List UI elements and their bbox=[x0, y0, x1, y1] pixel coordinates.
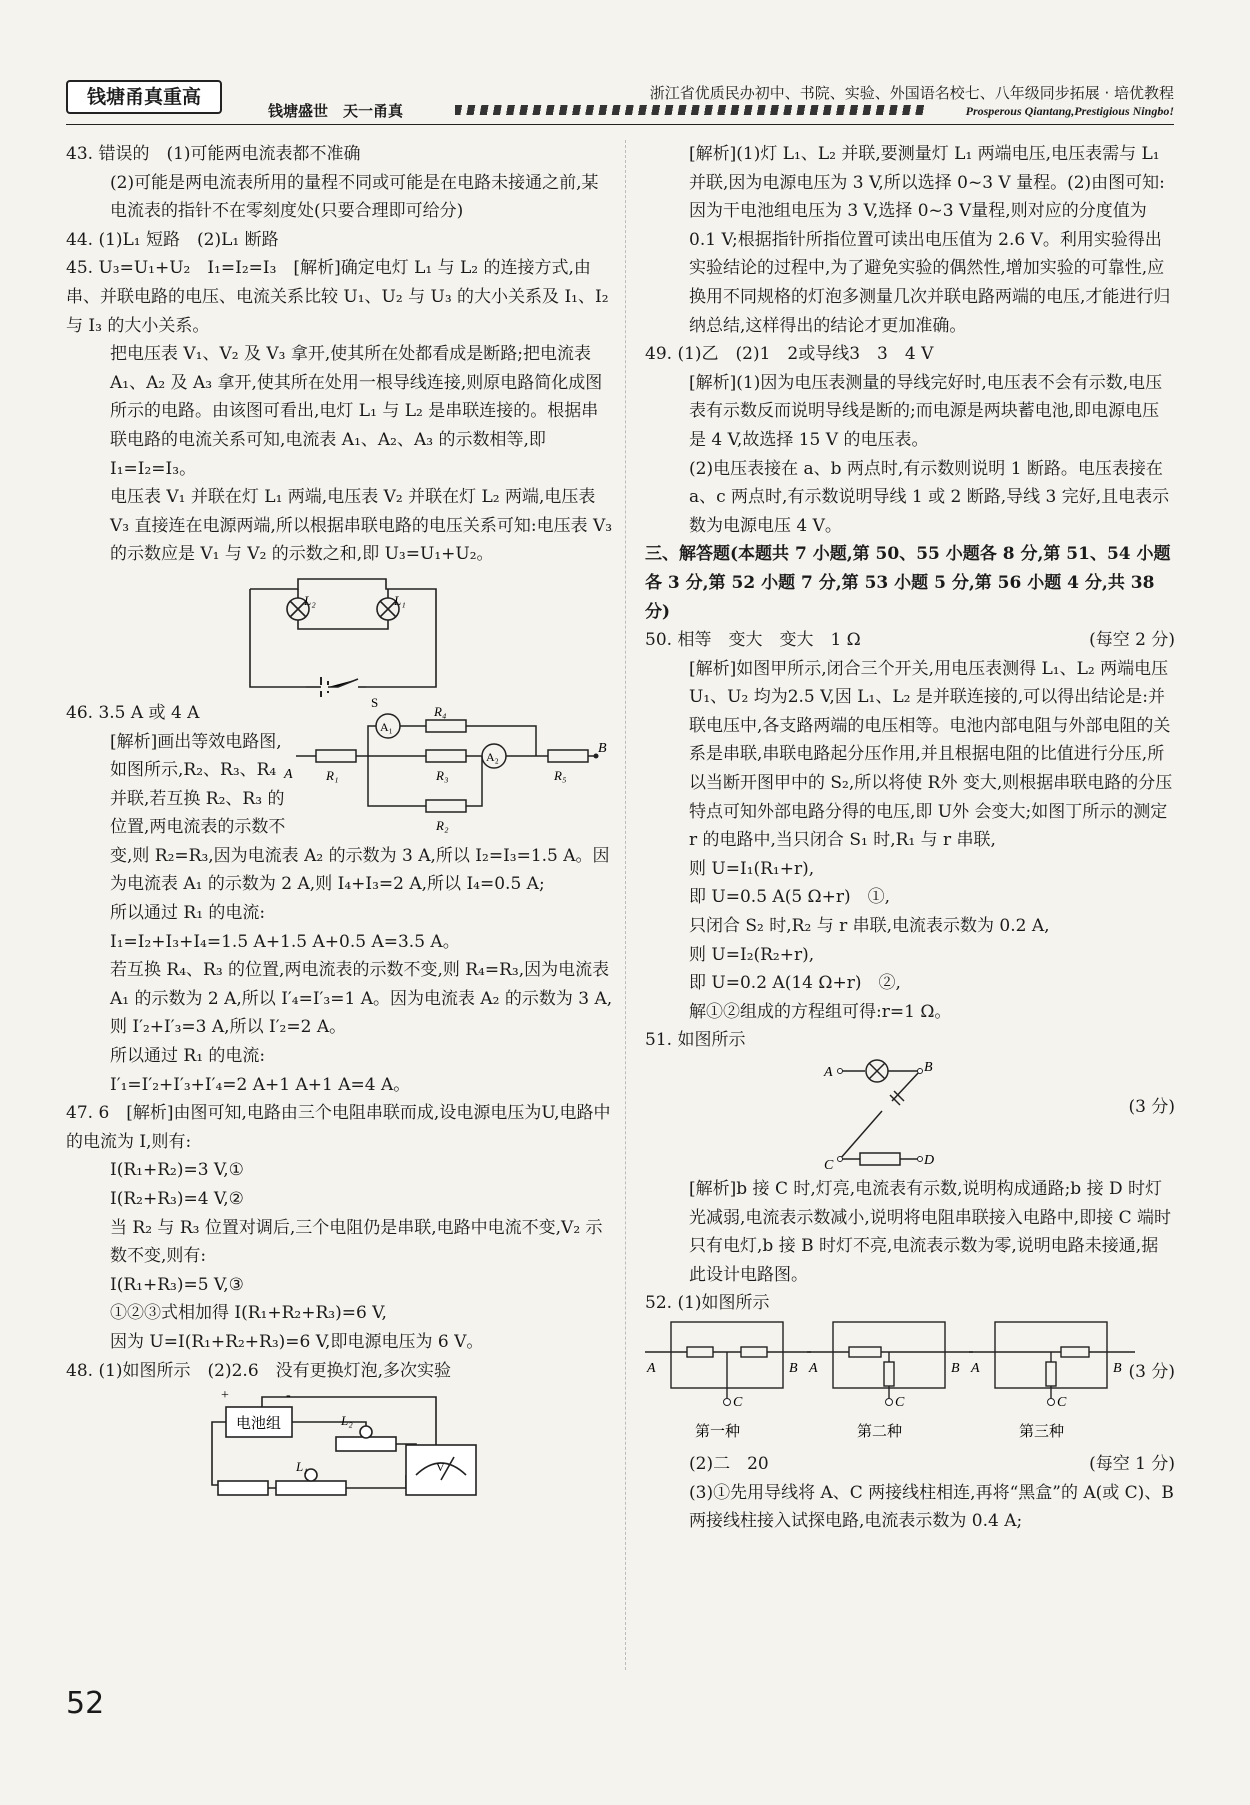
answer-47-result: 因为 U=I(R₁+R₂+R₃)=6 V,即电源电压为 6 V。 bbox=[110, 1331, 484, 1352]
answer-46-eq1: I₁=I₂+I₃+I₄=1.5 A+1.5 A+0.5 A=3.5 A。 bbox=[110, 931, 460, 952]
label-l1: L₁ bbox=[394, 592, 406, 608]
answer-50-result: 解①②组成的方程组可得:r=1 Ω。 bbox=[689, 1001, 952, 1022]
answer-45-conclusion: 电压表 V₁ 并联在灯 L₁ 两端,电压表 V₂ 并联在灯 L₂ 两端,电压表 V₃ 直接连在电源两端,所以根据串联电路的电压关系可知:电压表 V₃ 的示数应是 V₁ 与 V₂ 的示数之和,即 U₃=U₁+U₂。 bbox=[110, 487, 613, 565]
answer-46-eq2: I′₁=I′₂+I′₃+I′₄=2 A+1 A+1 A=4 A。 bbox=[110, 1074, 411, 1095]
battery-plus: + bbox=[221, 1388, 229, 1404]
answer-50-eq4: 即 U=0.2 A(14 Ω+r) ②, bbox=[689, 973, 901, 994]
box2-a: A bbox=[809, 1360, 818, 1376]
answer-44: 44. (1)L₁ 短路 (2)L₁ 断路 bbox=[66, 229, 279, 250]
answer-50-analysis: [解析]如图甲所示,闭合三个开关,用电压表测得 L₁、L₂ 两端电压 U₁、U₂ 均为2.5 V,因 L₁、L₂ 是并联连接的,可以得出结论是:并联电压中,各支路两端的电压相等。电池内部电阻与外部电阻的关系是串联,串联电路起分压作用,并且根据电阻的比值进行分压,所以当断开图甲中的 S₂,所以将使 R外 变大,则根据串联电路的分压特点可知外部电路分得的电压,即 U外 会变大;如图丁所示的测定 r 的电路中,当只闭合 S₁ 时,R₁ 与 r 串联, bbox=[689, 658, 1173, 851]
right-column bbox=[645, 140, 1175, 1536]
answer-50-eq2: 即 U=0.5 A(5 Ω+r) ①, bbox=[689, 887, 891, 908]
label-r3: R₃ bbox=[436, 767, 449, 783]
answer-47-sum: ①②③式相加得 I(R₁+R₂+R₃)=6 V, bbox=[110, 1303, 387, 1324]
column-divider bbox=[625, 140, 626, 1670]
answer-52-score2: (每空 1 分) bbox=[1089, 1453, 1175, 1474]
box2-b: B bbox=[951, 1360, 960, 1376]
answer-47: 47. 6 [解析]由图可知,电路由三个电阻串联而成,设电源电压为U,电路中的电流为 I,则有: bbox=[66, 1103, 611, 1152]
label-s: S bbox=[371, 694, 379, 710]
answer-51-figure-row bbox=[645, 1055, 1175, 1175]
answer-50: (每空 2 分) 50. 相等 变大 变大 1 Ω bbox=[645, 626, 1175, 655]
node-b: B bbox=[598, 740, 607, 756]
header-decor-bar bbox=[455, 105, 925, 115]
header-rule bbox=[66, 124, 1174, 125]
answer-50-eq1: 则 U=I₁(R₁+r), bbox=[689, 858, 815, 879]
box2-c: C bbox=[895, 1394, 905, 1410]
figure-46-equivalent-circuit bbox=[284, 703, 607, 836]
box3-b: B bbox=[1113, 1360, 1122, 1376]
label-l2: L₂ bbox=[304, 592, 316, 608]
page-number: 52 bbox=[66, 1686, 105, 1721]
label-r5: R₅ bbox=[554, 767, 567, 783]
caption-second: 第二种 bbox=[857, 1423, 903, 1440]
label-r4: R₄ bbox=[434, 703, 447, 719]
answer-46-analysis: [解析]画出等效电路图,如图所示,R₂、R₃、R₄ 并联,若互换 R₂、R₃ 的位置,两电流表的示数不变,则 R₂=R₃,因为电流表 A₂ 的示数为 3 A,所以 I₂=I₃=1.5 A。因为电流表 A₁ 的示数为 2 A,则 I₄+I₃=2 A,所以 I₄=0.5 A; bbox=[110, 731, 610, 895]
answer-49-analysis: [解析](1)因为电压表测量的导线完好时,电压表不会有示数,电压表有示数反而说明导线是断的;而电源是两块蓄电池,即电源电压是 4 V,故选择 15 V 的电压表。 bbox=[689, 372, 1163, 450]
bulb-l1-label: L₁ bbox=[296, 1459, 308, 1475]
answer-43-part2: (2)可能是两电流表所用的量程不同或可能是在电路未接通之前,某电流表的指针不在零刻度处(只要合理即可给分) bbox=[110, 172, 599, 222]
ammeter-a1: A₁ bbox=[380, 719, 393, 734]
node-a: A bbox=[284, 766, 293, 782]
answer-47-eq2: I(R₂+R₃)=4 V,② bbox=[110, 1189, 244, 1209]
caption-first: 第一种 bbox=[695, 1423, 741, 1440]
answer-51-analysis: [解析]b 接 C 时,灯亮,电流表有示数,说明构成通路;b 接 D 时灯光减弱,电流表示数减小,说明将电阻串联接入电路中,即接 C 端时只有电灯,b 接 B 时灯不亮,电流表示数为零,说明电路未接通,据此设计电路图。 bbox=[689, 1179, 1172, 1285]
terminal-a: A bbox=[824, 1065, 833, 1080]
answer-52: 52. (1)如图所示 bbox=[645, 1293, 770, 1314]
answer-52-part2: (每空 1 分) (2)二 20 bbox=[645, 1450, 1175, 1479]
left-column bbox=[66, 140, 614, 1515]
terminal-b: B bbox=[924, 1060, 933, 1075]
box1-b: B bbox=[789, 1360, 798, 1376]
terminal-c: C bbox=[824, 1158, 834, 1173]
answer-45: 45. U₃=U₁+U₂ I₁=I₂=I₃ [解析]确定电灯 L₁ 与 L₂ 的连接方式,由串、并联电路的电压、电流关系比较 U₁、U₂ 与 U₃ 的大小关系及 I₁、I₂ 与 I₃ 的大小关系。 bbox=[66, 258, 609, 336]
answer-49: 49. (1)乙 (2)1 2或导线3 3 4 V bbox=[645, 344, 934, 365]
answer-47-eq1: I(R₁+R₂)=3 V,① bbox=[110, 1160, 244, 1181]
answer-51: 51. 如图所示 bbox=[645, 1030, 746, 1051]
label-r2: R₂ bbox=[436, 817, 449, 833]
figure-48-physical-circuit bbox=[66, 1385, 614, 1515]
terminal-d: D bbox=[924, 1153, 935, 1168]
answer-50-s2: 只闭合 S₂ 时,R₂ 与 r 串联,电流表示数为 0.2 A, bbox=[689, 916, 1050, 937]
caption-third: 第三种 bbox=[1019, 1423, 1065, 1440]
bulb-l2-label: L₂ bbox=[341, 1413, 353, 1429]
battery-minus: - bbox=[286, 1388, 291, 1404]
box1-c: C bbox=[733, 1394, 743, 1410]
header-slogan: 钱塘盛世 天一甬真 bbox=[268, 102, 404, 120]
figure-51-circuit bbox=[820, 1055, 980, 1175]
battery-label: 电池组 bbox=[236, 1416, 282, 1433]
answer-52-figure-row bbox=[645, 1318, 1175, 1450]
header-subtitle: Prosperous Qiantang,Prestigious Ningbo! bbox=[965, 104, 1174, 118]
answer-47-swap: 当 R₂ 与 R₃ 位置对调后,三个电阻仍是串联,电路中电流不变,V₂ 示数不变,则有: bbox=[110, 1217, 603, 1267]
figure-45-series-circuit bbox=[66, 569, 614, 710]
answer-50-eq3: 则 U=I₂(R₂+r), bbox=[689, 944, 815, 965]
answer-43: 43. 错误的 (1)可能两电流表都不准确 bbox=[66, 144, 361, 164]
header-logo: 钱塘甬真重高 bbox=[66, 80, 222, 114]
answer-45-analysis: 把电压表 V₁、V₂ 及 V₃ 拿开,使其所在处都看成是断路;把电流表 A₁、A₂ 及 A₃ 拿开,使其所在处用一根导线连接,则原电路简化成图所示的电路。由该图可看出,电灯 L₁ 与 L₂ 是串联连接的。根据串联电路的电流关系可知,电流表 A₁、A₂、A₃ 的示数相等,即 I₁=I₂=I₃。 bbox=[110, 344, 603, 479]
voltmeter-label: V bbox=[436, 1460, 445, 1475]
figure-52-black-box bbox=[645, 1318, 1135, 1450]
header-title: 浙江省优质民办初中、书院、实验、外国语名校七、八年级同步拓展 · 培优教程 bbox=[649, 84, 1174, 102]
answer-48-analysis: [解析](1)灯 L₁、L₂ 并联,要测量灯 L₁ 两端电压,电压表需与 L₁ 并联,因为电源电压为 3 V,所以选择 0~3 V 量程。(2)由图可知:因为干电池组电压为 3 V,选择 0~3 V量程,则对应的分度值为 0.1 V;根据指针所指位置可读出电压值为 2.6 V。利用实验得出实验结论的过程中,为了避免实验的偶然性,增加实验的可靠性,应换用不同规格的灯泡多测量几次并联电路两端的电压,才能进行归纳总结,这样得出的结论才更加准确。 bbox=[689, 144, 1171, 336]
answer-46: 46. 3.5 A 或 4 A bbox=[66, 702, 200, 723]
answer-48: 48. (1)如图所示 (2)2.6 没有更换灯泡,多次实验 bbox=[66, 1360, 452, 1381]
answer-47-eq3: I(R₁+R₃)=5 V,③ bbox=[110, 1274, 244, 1295]
answer-51-score: (3 分) bbox=[1128, 1097, 1175, 1117]
box3-a: A bbox=[971, 1360, 980, 1376]
label-r1: R₁ bbox=[326, 767, 339, 783]
answer-49-analysis2: (2)电压表接在 a、b 两点时,有示数则说明 1 断路。电压表接在 a、c 两点时,有示数说明导线 1 或 2 断路,导线 3 完好,且电表示数为电源电压 4 V。 bbox=[689, 458, 1170, 536]
answer-46-swap: 若互换 R₄、R₃ 的位置,两电流表的示数不变,则 R₄=R₃,因为电流表 A₁ 的示数为 2 A,所以 I′₄=I′₃=1 A。因为电流表 A₂ 的示数为 3 A,则 I′₂+I′₃=3 A,所以 I′₂=2 A。 bbox=[110, 960, 613, 1038]
answer-52-part3: (3)①先用导线将 A、C 两接线柱相连,再将“黑盒”的 A(或 C)、B 两接线柱接入试探电路,电流表示数为 0.4 A; bbox=[689, 1482, 1174, 1532]
box1-a: A bbox=[647, 1360, 656, 1376]
answer-46-r1-current-label2: 所以通过 R₁ 的电流: bbox=[110, 1046, 266, 1067]
section-3-heading: 三、解答题(本题共 7 小题,第 50、55 小题各 8 分,第 51、54 小题各 3 分,第 52 小题 7 分,第 53 小题 5 分,第 56 小题 4 分,共 38 分) bbox=[645, 544, 1171, 622]
box3-c: C bbox=[1057, 1394, 1067, 1410]
ammeter-a2: A₂ bbox=[486, 749, 499, 764]
answer-50-score: (每空 2 分) bbox=[1089, 630, 1175, 651]
answer-46-r1-current-label: 所以通过 R₁ 的电流: bbox=[110, 903, 266, 924]
answer-52-score1: (3 分) bbox=[1128, 1361, 1175, 1382]
